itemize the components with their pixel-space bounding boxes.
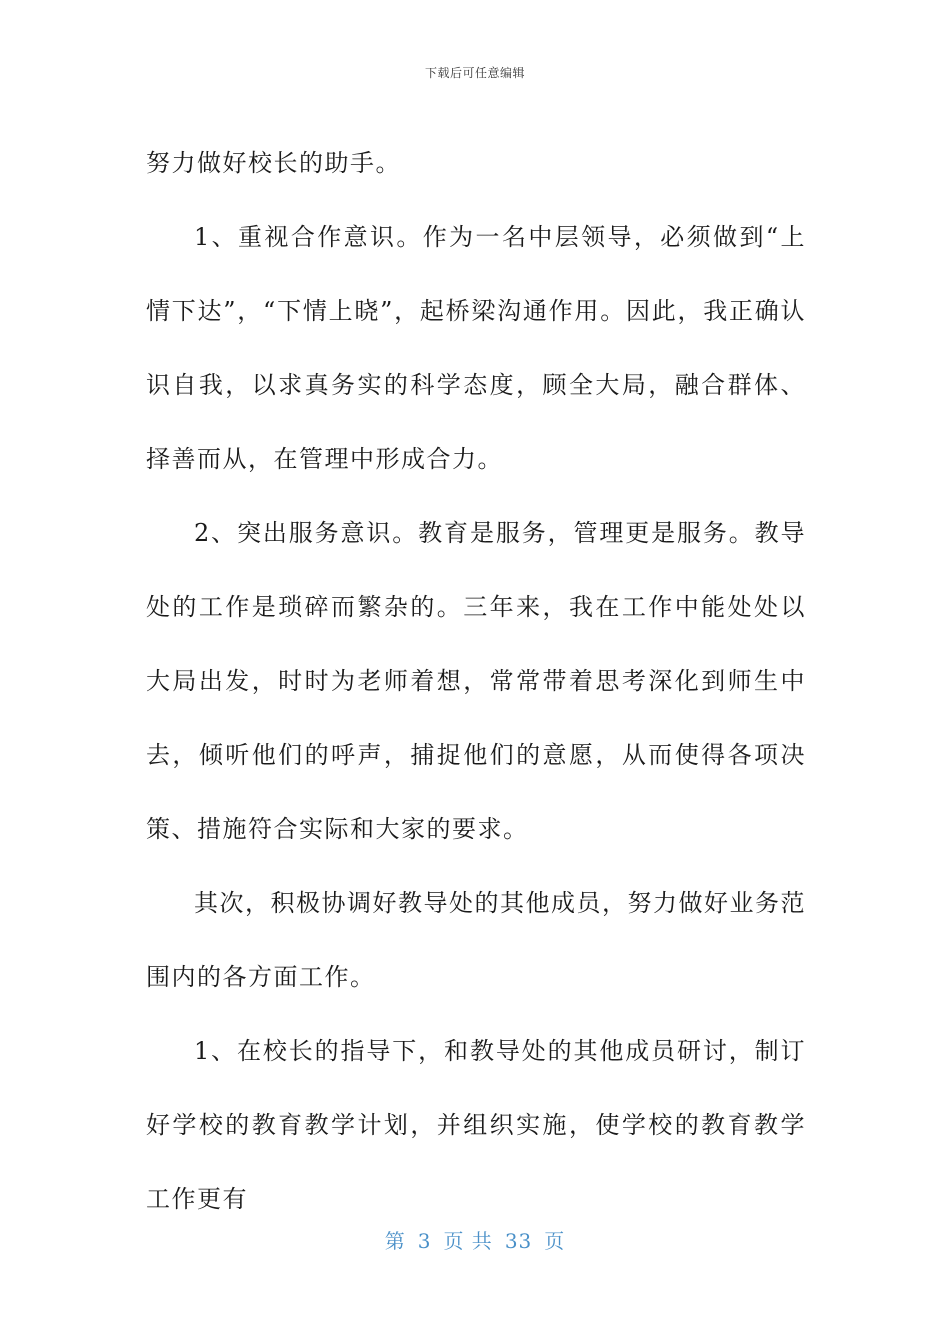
current-page-number: 3 (417, 1229, 432, 1253)
total-pages-number: 33 (504, 1229, 533, 1253)
footer-suffix: 页 (544, 1229, 566, 1253)
paragraph-1: 努力做好校长的助手。 (146, 149, 401, 177)
page-header: 下载后可任意编辑 (424, 66, 525, 80)
paragraph-4: 其次，积极协调好教导处的其他成员，努力做好业务范围内的各方面工作。 (146, 889, 806, 991)
document-body (146, 126, 806, 1236)
paragraph-3: 2、突出服务意识。教育是服务，管理更是服务。教导处的工作是琐碎而繁杂的。三年来，我在工作中能处处以大局出发，时时为老师着想，常常带着思考深化到师生中去，倾听他们的呼声，捕捉他们的意愿，从而使得各项决策、措施符合实际和大家的要求。 (146, 519, 806, 843)
paragraph-5: 1、在校长的指导下，和教导处的其他成员研讨，制订好学校的教育教学计划，并组织实施，使学校的教育教学工作更有 (146, 1037, 806, 1213)
footer-mid: 页 共 (443, 1229, 493, 1253)
page-footer (0, 1225, 950, 1254)
paragraph-2: 1、重视合作意识。作为一名中层领导，必须做到“上情下达”，“下情上晓”，起桥梁沟通作用。因此，我正确认识自我，以求真务实的科学态度，顾全大局，融合群体、择善而从，在管理中形成合力。 (146, 223, 806, 473)
footer-prefix: 第 (384, 1229, 406, 1253)
